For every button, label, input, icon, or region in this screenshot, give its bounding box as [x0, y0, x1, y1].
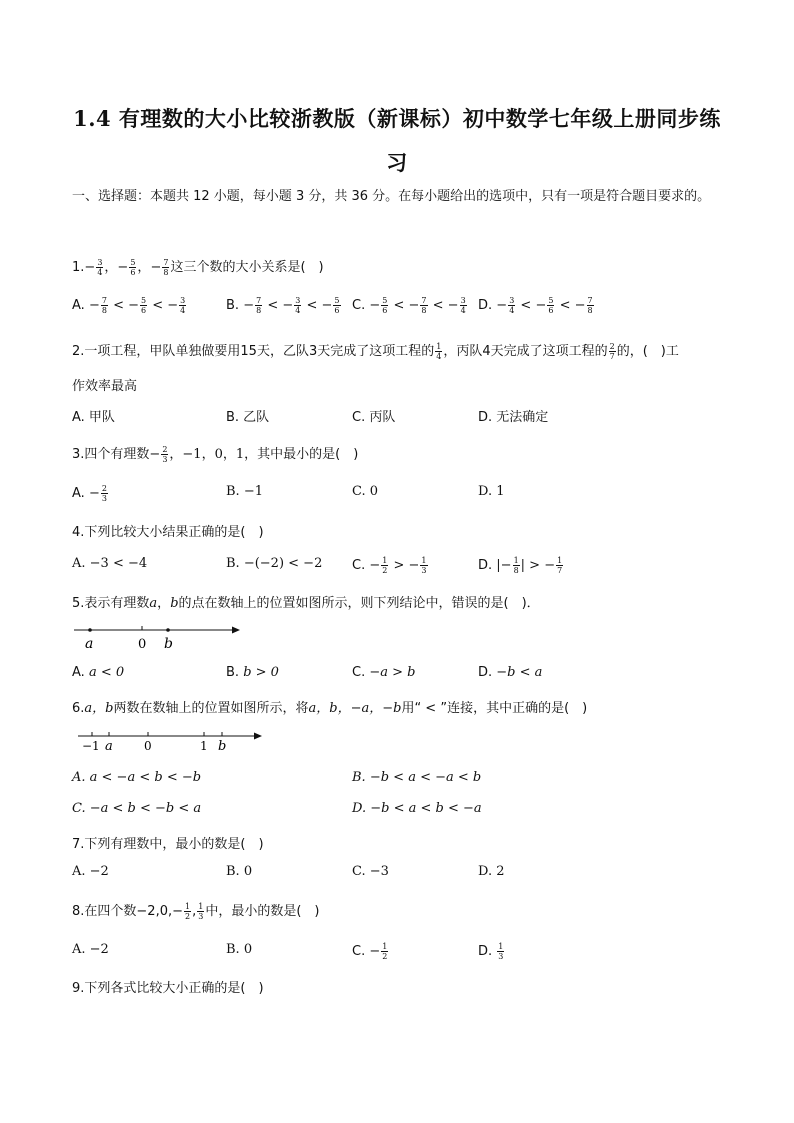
q3-option-b[interactable]: B. −1 [226, 484, 263, 499]
q3-option-d[interactable]: D. 1 [478, 484, 505, 499]
question-1: 1.− $\frac{3}{4}$ ，− $\frac{5}{6}$ ，− $\frac{7}{8}$ 这三个数的大小关系是( ) [72, 258, 324, 277]
point-a [88, 628, 92, 632]
q5-option-d[interactable]: D. −b < a [478, 665, 543, 680]
label-one: 1 [200, 739, 208, 753]
q3-option-a[interactable]: A. − $\frac{2}{3}$ [72, 484, 107, 503]
label-zero: 0 [138, 637, 147, 652]
q1-option-c[interactable]: C. − $\frac{5}{6}$ < − $\frac{7}{8}$ < − $\frac{3}{4}$ [352, 296, 466, 315]
q6-option-b[interactable]: B. −b < a < −a < b [352, 770, 482, 785]
section-instructions: 一、选择题：本题共 12 小题，每小题 3 分，共 36 分。在每小题给出的选项中，只有一项是符合题目要求的。 [72, 189, 711, 204]
label-b: b [218, 739, 227, 754]
q3-option-c[interactable]: C. 0 [352, 484, 379, 499]
q5-option-b[interactable]: B. b > 0 [226, 665, 279, 680]
label-a: a [105, 739, 113, 754]
axis-arrow [232, 627, 240, 634]
q2-option-b[interactable]: B. 乙队 [226, 410, 270, 425]
question-3: 3.四个有理数− $\frac{2}{3}$ ，−1，0，1，其中最小的是( ) [72, 445, 359, 464]
q8-option-a[interactable]: A. −2 [72, 942, 109, 957]
q4-option-d[interactable]: D. |− $\frac{1}{8}$ | > − $\frac{1}{7}$ [478, 556, 563, 575]
question-5: 5.表示有理数a，b的点在数轴上的位置如图所示，则下列结论中，错误的是( )． [72, 596, 540, 611]
label-zero: 0 [144, 739, 152, 753]
page-title: 1.4 有理数的大小比较浙教版（新课标）初中数学七年级上册同步练 [73, 106, 721, 131]
question-2: 2.一项工程，甲队单独做要用15天，乙队3天完成了这项工程的 $\frac{1}{4}$ ，丙队4天完成了这项工程的 $\frac{2}{7}$ 的，( )工 [72, 342, 679, 361]
question-9: 9.下列各式比较大小正确的是( ) [72, 981, 264, 996]
q6-option-d[interactable]: D. −b < a < b < −a [352, 801, 482, 816]
question-number: 1. [72, 260, 85, 275]
q7-option-c[interactable]: C. −3 [352, 864, 389, 879]
question-6: 6.a，b两数在数轴上的位置如图所示，将a，b，−a，−b用“ < ”连接，其中正确的是( ) [72, 701, 588, 716]
q6-option-a[interactable]: A. a < −a < b < −b [72, 770, 202, 785]
axis-arrow [254, 733, 262, 740]
q6-option-c[interactable]: C. −a < b < −b < a [72, 801, 202, 816]
page-title-continued: 习 [386, 150, 408, 175]
q8-option-c[interactable]: C. − $\frac{1}{2}$ [352, 942, 388, 961]
number-line-q6 [76, 728, 266, 754]
q2-option-a[interactable]: A. 甲队 [72, 410, 115, 425]
question-8: 8.在四个数−2,0,− $\frac{1}{2}$ , $\frac{1}{3}$ 中，最小的数是( ) [72, 902, 320, 921]
q5-option-a[interactable]: A. a < 0 [72, 665, 125, 680]
q7-option-a[interactable]: A. −2 [72, 864, 109, 879]
question-2-continued: 作效率最高 [72, 379, 138, 394]
q4-option-c[interactable]: C. − $\frac{1}{2}$ > − $\frac{1}{3}$ [352, 556, 427, 575]
q1-option-a[interactable]: A. − $\frac{7}{8}$ < − $\frac{5}{6}$ < − $\frac{3}{4}$ [72, 296, 186, 315]
q7-option-d[interactable]: D. 2 [478, 864, 505, 879]
question-text: 这三个数的大小关系是( ) [170, 260, 324, 275]
q2-option-d[interactable]: D. 无法确定 [478, 410, 549, 425]
q1-option-b[interactable]: B. − $\frac{7}{8}$ < − $\frac{3}{4}$ < − $\frac{5}{6}$ [226, 296, 340, 315]
question-7: 7.下列有理数中，最小的数是( ) [72, 837, 264, 852]
label-b: b [164, 636, 173, 652]
number-line-q5 [72, 620, 244, 652]
label-a: a [85, 636, 94, 652]
q5-option-c[interactable]: C. −a > b [352, 665, 416, 680]
label-minus-one: −1 [82, 739, 100, 753]
q4-option-b[interactable]: B. −(−2) < −2 [226, 556, 323, 571]
point-b [166, 628, 170, 632]
q1-option-d[interactable]: D. − $\frac{3}{4}$ < − $\frac{5}{6}$ < − $\frac{7}{8}$ [478, 296, 593, 315]
q7-option-b[interactable]: B. 0 [226, 864, 253, 879]
q8-option-d[interactable]: D. $\frac{1}{3}$ [478, 942, 504, 961]
q2-option-c[interactable]: C. 丙队 [352, 410, 396, 425]
q4-option-a[interactable]: A. −3 < −4 [72, 556, 148, 571]
question-4: 4.下列比较大小结果正确的是( ) [72, 525, 264, 540]
q8-option-b[interactable]: B. 0 [226, 942, 253, 957]
